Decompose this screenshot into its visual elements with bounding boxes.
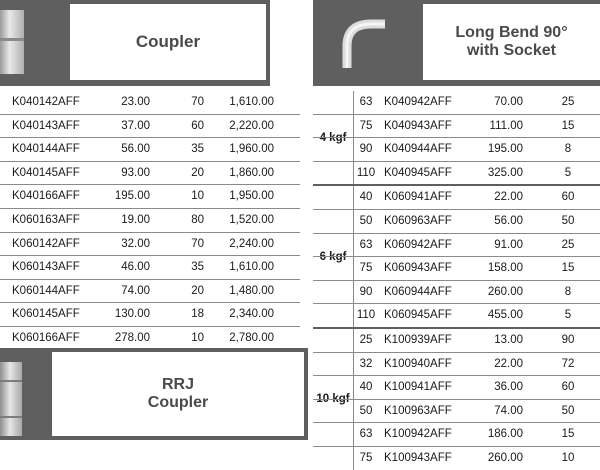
table-row <box>0 185 300 209</box>
product-code: K060166AFF <box>12 331 80 344</box>
product-code: K060942AFF <box>384 238 452 251</box>
quantity: 70 <box>191 237 204 250</box>
rrj-coupler-title-line2: Coupler <box>147 394 209 411</box>
pipe-size: 50 <box>359 214 373 227</box>
pipe-size: 40 <box>359 381 373 394</box>
long-bend-title-box <box>423 4 600 80</box>
total-price: 1,950.00 <box>229 190 274 203</box>
coupler-price-table <box>0 91 300 351</box>
unit-price: 158.00 <box>487 262 523 275</box>
quantity: 10 <box>191 190 204 203</box>
pipe-size: 110 <box>356 309 376 322</box>
quantity: 35 <box>191 261 204 274</box>
unit-price: 130.00 <box>114 308 150 321</box>
coupler-title: Coupler <box>135 32 201 51</box>
table-row <box>0 327 300 351</box>
quantity: 72 <box>561 357 575 370</box>
product-code: K060163AFF <box>12 213 80 226</box>
coupler-title-box <box>70 4 266 80</box>
unit-price: 278.00 <box>114 331 150 344</box>
quantity: 15 <box>561 119 575 132</box>
table-row <box>0 256 300 280</box>
unit-price: 36.00 <box>494 381 523 394</box>
unit-price: 22.00 <box>494 191 523 204</box>
table-row <box>0 209 300 233</box>
table-row <box>313 353 600 377</box>
product-code: K060143AFF <box>12 261 80 274</box>
pipe-size: 75 <box>359 262 373 275</box>
rrj-coupler-pipe-image <box>0 362 24 436</box>
quantity: 10 <box>191 331 204 344</box>
total-price: 2,780.00 <box>229 331 274 344</box>
total-price: 1,480.00 <box>229 284 274 297</box>
unit-price: 93.00 <box>121 166 150 179</box>
quantity: 60 <box>191 119 204 132</box>
quantity: 15 <box>561 428 575 441</box>
table-row <box>313 91 600 115</box>
table-row <box>0 303 300 327</box>
pipe-size: 25 <box>359 333 373 346</box>
unit-price: 22.00 <box>494 357 523 370</box>
pipe-size: 50 <box>359 404 373 417</box>
long-bend-title-line1: Long Bend 90° <box>455 24 568 41</box>
rrj-coupler-title-box <box>52 352 304 436</box>
total-price: 2,220.00 <box>229 119 274 132</box>
quantity: 20 <box>191 284 204 297</box>
quantity: 60 <box>561 191 575 204</box>
unit-price: 195.00 <box>487 143 523 156</box>
coupler-pipe-image <box>0 8 26 76</box>
product-code: K060941AFF <box>384 191 452 204</box>
table-row <box>313 115 600 139</box>
product-code: K040943AFF <box>384 119 452 132</box>
product-code: K040944AFF <box>384 143 452 156</box>
table-row <box>313 329 600 353</box>
product-code: K040142AFF <box>12 96 80 108</box>
pipe-size: 75 <box>359 451 373 464</box>
product-code: K040143AFF <box>12 119 80 132</box>
product-code: K100943AFF <box>384 451 452 464</box>
table-row <box>313 304 600 327</box>
table-row <box>0 162 300 186</box>
product-code: K100941AFF <box>384 381 452 394</box>
quantity: 5 <box>564 166 572 179</box>
product-code: K060963AFF <box>384 214 452 227</box>
quantity: 10 <box>561 451 575 464</box>
quantity: 5 <box>564 309 572 322</box>
pipe-size: 40 <box>359 191 373 204</box>
table-row <box>0 138 300 162</box>
product-code: K100940AFF <box>384 357 452 370</box>
total-price: 1,960.00 <box>229 143 274 156</box>
product-code: K060144AFF <box>12 284 80 297</box>
table-row <box>313 376 600 400</box>
unit-price: 56.00 <box>494 214 523 227</box>
unit-price: 260.00 <box>487 451 523 464</box>
quantity: 15 <box>561 262 575 275</box>
table-row <box>0 233 300 257</box>
unit-price: 19.00 <box>121 213 150 226</box>
pressure-group <box>313 91 600 186</box>
table-row <box>313 281 600 305</box>
unit-price: 186.00 <box>487 428 523 441</box>
table-row <box>313 162 600 185</box>
quantity: 25 <box>561 96 575 108</box>
pipe-size: 32 <box>359 357 373 370</box>
unit-price: 56.00 <box>121 143 150 156</box>
table-row <box>313 186 600 210</box>
total-price: 2,240.00 <box>229 237 274 250</box>
unit-price: 46.00 <box>121 261 150 274</box>
unit-price: 455.00 <box>487 309 523 322</box>
total-price: 1,860.00 <box>229 166 274 179</box>
quantity: 50 <box>561 214 575 227</box>
pipe-size: 63 <box>359 238 373 251</box>
table-row <box>313 210 600 234</box>
unit-price: 74.00 <box>494 404 523 417</box>
pressure-group <box>313 186 600 329</box>
long-bend-image <box>333 10 393 70</box>
pressure-group <box>313 329 600 470</box>
pressure-label: 10 kgf <box>316 393 350 406</box>
unit-price: 74.00 <box>121 284 150 297</box>
product-code: K100939AFF <box>384 333 452 346</box>
product-code: K040945AFF <box>384 166 452 179</box>
product-code: K100963AFF <box>384 404 452 417</box>
quantity: 50 <box>561 404 575 417</box>
quantity: 25 <box>561 238 575 251</box>
unit-price: 111.00 <box>489 119 523 132</box>
unit-price: 23.00 <box>121 96 150 108</box>
rrj-coupler-title-line1: RRJ <box>161 376 194 393</box>
quantity: 8 <box>564 143 572 156</box>
unit-price: 13.00 <box>494 333 523 346</box>
unit-price: 325.00 <box>487 166 523 179</box>
quantity: 20 <box>191 166 204 179</box>
pipe-size: 63 <box>359 96 373 108</box>
product-code: K060142AFF <box>12 237 80 250</box>
unit-price: 37.00 <box>121 119 150 132</box>
product-code: K040166AFF <box>12 190 80 203</box>
quantity: 18 <box>191 308 204 321</box>
table-row <box>0 280 300 304</box>
pipe-size: 90 <box>359 285 373 298</box>
total-price: 1,520.00 <box>229 213 274 226</box>
product-code: K040942AFF <box>384 96 452 108</box>
table-row <box>313 257 600 281</box>
product-code: K060944AFF <box>384 285 452 298</box>
product-code: K100942AFF <box>384 428 452 441</box>
unit-price: 91.00 <box>494 238 523 251</box>
product-code: K060145AFF <box>12 308 80 321</box>
quantity: 90 <box>561 333 575 346</box>
pressure-label: 6 kgf <box>319 250 347 263</box>
product-code: K040145AFF <box>12 166 80 179</box>
unit-price: 70.00 <box>494 96 523 108</box>
quantity: 35 <box>191 143 204 156</box>
total-price: 1,610.00 <box>229 261 274 274</box>
table-row <box>0 115 300 139</box>
unit-price: 260.00 <box>487 285 523 298</box>
table-row <box>313 447 600 470</box>
long-bend-price-table <box>313 91 600 470</box>
quantity: 70 <box>191 96 204 108</box>
unit-price: 195.00 <box>114 190 150 203</box>
table-row <box>313 234 600 258</box>
table-row <box>313 400 600 424</box>
product-code: K040144AFF <box>12 143 80 156</box>
quantity: 60 <box>561 381 575 394</box>
pipe-size: 90 <box>359 143 373 156</box>
total-price: 2,340.00 <box>229 308 274 321</box>
pipe-size: 75 <box>359 119 373 132</box>
pipe-size: 63 <box>359 428 373 441</box>
table-row <box>313 423 600 447</box>
long-bend-title-line2: with Socket <box>467 42 556 59</box>
quantity: 80 <box>191 213 204 226</box>
table-row <box>313 138 600 162</box>
pressure-label: 4 kgf <box>319 131 347 144</box>
pipe-size: 110 <box>356 166 376 179</box>
total-price: 1,610.00 <box>229 96 274 108</box>
product-code: K060943AFF <box>384 262 452 275</box>
table-row <box>0 91 300 115</box>
quantity: 8 <box>564 285 572 298</box>
unit-price: 32.00 <box>121 237 150 250</box>
product-code: K060945AFF <box>384 309 452 322</box>
